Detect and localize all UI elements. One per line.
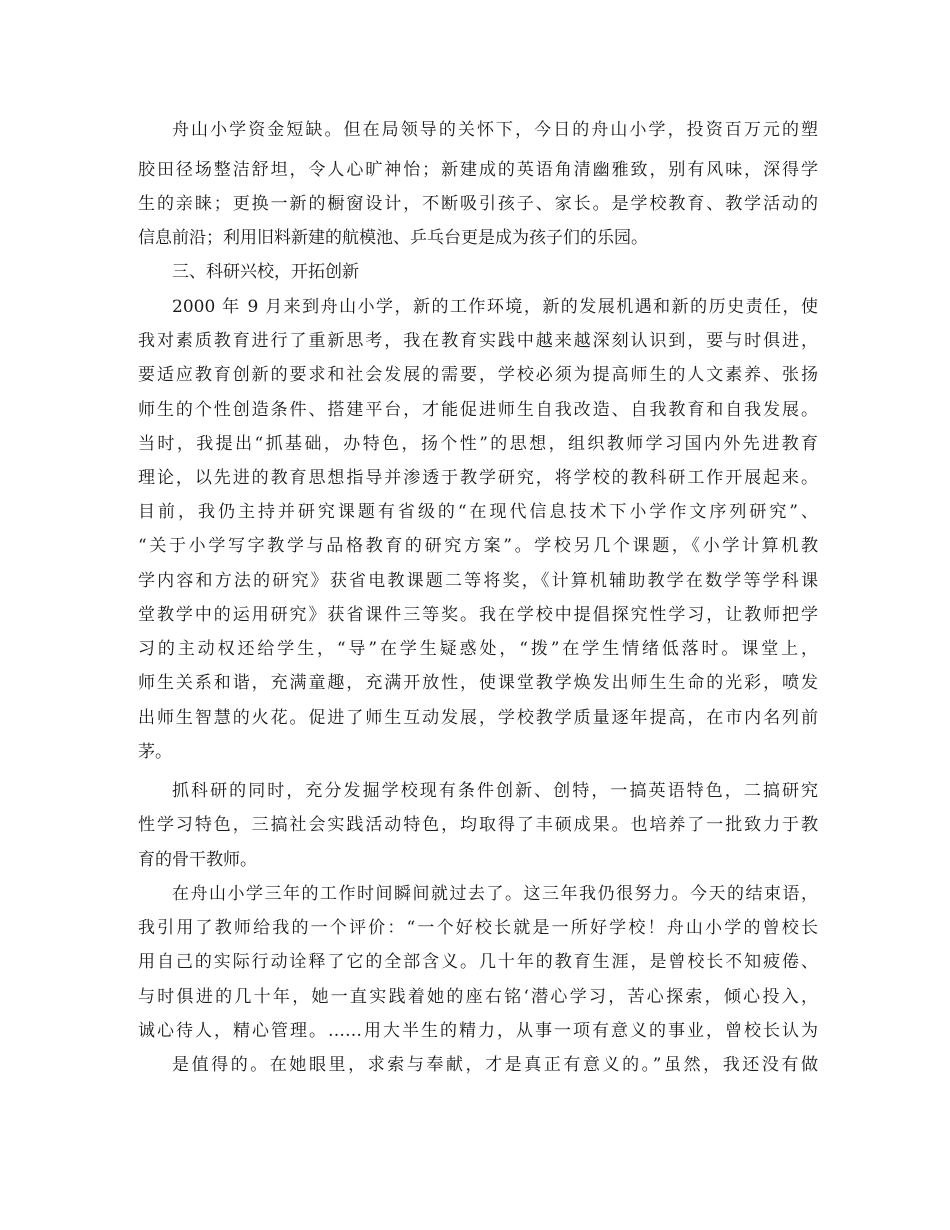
- text-line: 茅。: [138, 742, 172, 762]
- text-line: 生的亲睐；更换一新的橱窗设计，不断吸引孩子、家长。是学校教育、教学活动的: [138, 194, 818, 214]
- text-line: 理论，以先进的教育思想指导并渗透于教学研究，将学校的教科研工作开展起来。: [138, 468, 818, 488]
- text-line: 我对素质教育进行了重新思考，我在教育实践中越来越深刻认识到，要与时俱进，: [138, 331, 818, 351]
- text-line: 抓科研的同时，充分发掘学校现有条件创新、创特，一搞英语特色，二搞研究: [172, 781, 818, 801]
- text-line: 师生的个性创造条件、搭建平台，才能促进师生自我改造、自我教育和自我发展。: [138, 400, 818, 420]
- text-line: 在舟山小学三年的工作时间瞬间就过去了。这三年我仍很努力。今天的结束语，: [172, 884, 818, 904]
- text-line: 学内容和方法的研究》获省电教课题二等将奖，《计算机辅助教学在数学等学科课: [138, 571, 818, 591]
- text-line: 我引用了教师给我的一个评价：“一个好校长就是一所好学校！舟山小学的曾校长: [138, 918, 818, 938]
- text-line: 育的骨干教师。: [138, 850, 257, 870]
- text-line: 要适应教育创新的要求和社会发展的需要，学校必须为提高师生的人文素养、张扬: [138, 365, 818, 385]
- text-line: 舟山小学资金短缺。但在局领导的关怀下，今日的舟山小学，投资百万元的塑: [172, 120, 818, 140]
- text-line: 信息前沿；利用旧料新建的航模池、乒乓台更是成为孩子们的乐园。: [138, 228, 648, 248]
- text-line: 出师生智慧的火花。促进了师生互动发展，学校教学质量逐年提高，在市内名列前: [138, 708, 818, 728]
- text-line: 当时，我提出“抓基础，办特色，扬个性”的思想，组织教师学习国内外先进教育: [138, 434, 818, 454]
- text-line: 是值得的。在她眼里，求索与奉献，才是真正有意义的。”虽然，我还没有做: [172, 1055, 818, 1075]
- text-line: 与时俱进的几十年，她一直实践着她的座右铭‘潜心学习，苦心探索，倾心投入，: [138, 987, 818, 1007]
- text-line: 胶田径场整洁舒坦，令人心旷神怡；新建成的英语角清幽雅致，别有风味，深得学: [138, 160, 818, 180]
- text-line: 目前，我仍主持并研究课题有省级的“在现代信息技术下小学作文序列研究”、: [138, 502, 818, 522]
- section-heading: 三、科研兴校，开拓创新: [172, 262, 359, 282]
- text-line: 堂教学中的运用研究》获省课件三等奖。我在学校中提倡探究性学习，让教师把学: [138, 605, 818, 625]
- text-line: “关于小学写字教学与品格教育的研究方案”。学校另几个课题，《小学计算机教: [138, 536, 818, 556]
- text-line: 师生关系和谐，充满童趣，充满开放性，使课堂教学焕发出师生生命的光彩，喷发: [138, 673, 818, 693]
- text-line: 习的主动权还给学生，“导”在学生疑惑处，“拨”在学生情绪低落时。课堂上，: [138, 639, 818, 659]
- text-line: 用自己的实际行动诠释了它的全部含义。几十年的教育生涯，是曾校长不知疲倦、: [138, 952, 818, 972]
- text-line: 性学习特色，三搞社会实践活动特色，均取得了丰硕成果。也培养了一批致力于教: [138, 815, 818, 835]
- text-line: 诚心待人，精心管理。……用大半生的精力，从事一项有意义的事业，曾校长认为: [138, 1021, 818, 1041]
- text-line: 2000 年 9 月来到舟山小学，新的工作环境，新的发展机遇和新的历史责任，使: [172, 297, 818, 317]
